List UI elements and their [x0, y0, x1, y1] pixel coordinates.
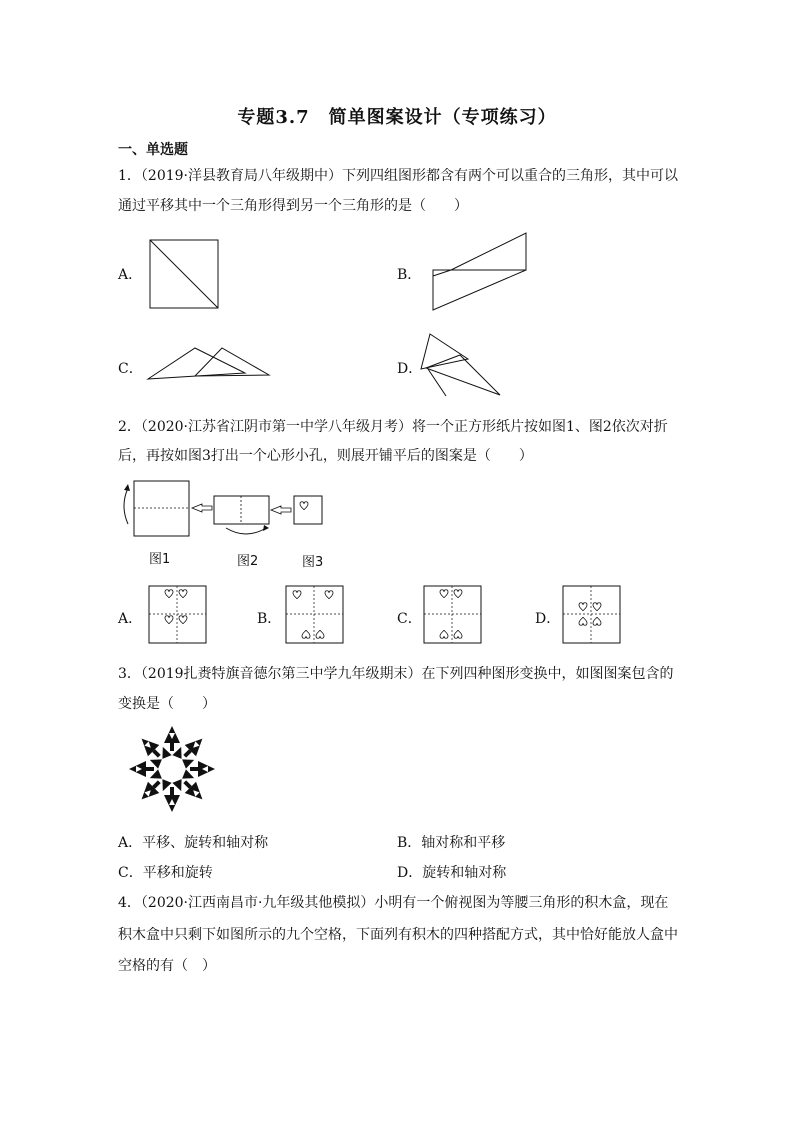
- q2-figure-a: [148, 585, 208, 645]
- q2-text-line2: 后，再按如图3打出一个心形小孔，则展开铺平后的图案是（ ）: [118, 448, 533, 464]
- q2-text-line1: 2．（2020·江苏省江阴市第一中学八年级月考）将一个正方形纸片按如图1、图2依次对折: [118, 419, 668, 435]
- section-heading: 一、单选题: [118, 142, 188, 158]
- q4-text-line2: 积木盒中只剩下如图所示的九个空格，下面列有积木的四种搭配方式，其中恰好能放人盒中: [118, 927, 678, 943]
- q2-figure2-caption: 图2: [237, 554, 259, 569]
- page-title: 专题3.7 简单图案设计（专项练习）: [237, 107, 557, 128]
- q1-figure-a: [150, 240, 220, 310]
- q1-option-d-label[interactable]: D．: [397, 361, 423, 377]
- q1-text-line1: 1．（2019·洋县教育局八年级期中）下列四组图形都含有两个可以重合的三角形，其中可以: [118, 168, 678, 184]
- q1-figure-d: [420, 333, 504, 399]
- q2-figure-c: [423, 585, 483, 645]
- q3-text-line1: 3．（2019扎赉特旗音德尔第三中学九年级期末）在下列四种图形变换中，如图图案包含的: [118, 666, 674, 682]
- q3-rotation-pattern: [120, 724, 224, 814]
- q1-figure-c: [147, 345, 271, 381]
- q1-figure-b: [432, 232, 528, 312]
- q2-fold-sequence: [118, 478, 338, 548]
- q2-figure1-caption: 图1: [149, 552, 171, 567]
- q1-option-c-label[interactable]: C．: [118, 361, 143, 377]
- q1-option-b-label[interactable]: B．: [397, 267, 422, 283]
- q1-option-a-label[interactable]: A．: [118, 267, 143, 283]
- q4-text-line1: 4．（2020·江西南昌市·九年级其他模拟）小明有一个俯视图为等腰三角形的积木盒，现在: [118, 895, 669, 911]
- q3-text-line2: 变换是（ ）: [118, 696, 216, 712]
- q3-option-c[interactable]: C．平移和旋转: [118, 865, 213, 881]
- q2-option-c-label[interactable]: C．: [397, 611, 422, 627]
- q4-text-line3: 空格的有（ ）: [118, 958, 216, 974]
- q3-option-b[interactable]: B．轴对称和平移: [397, 835, 506, 851]
- q2-figure3-caption: 图3: [302, 555, 324, 570]
- q2-option-b-label[interactable]: B．: [257, 611, 282, 627]
- q3-option-a[interactable]: A．平移、旋转和轴对称: [118, 835, 269, 851]
- q1-text-line2: 通过平移其中一个三角形得到另一个三角形的是（ ）: [118, 198, 468, 214]
- q2-figure-d: [562, 585, 622, 645]
- q2-figure-b: [285, 585, 345, 645]
- q3-option-d[interactable]: D．旋转和轴对称: [397, 865, 507, 881]
- q2-option-a-label[interactable]: A．: [118, 611, 143, 627]
- q2-option-d-label[interactable]: D．: [535, 611, 561, 627]
